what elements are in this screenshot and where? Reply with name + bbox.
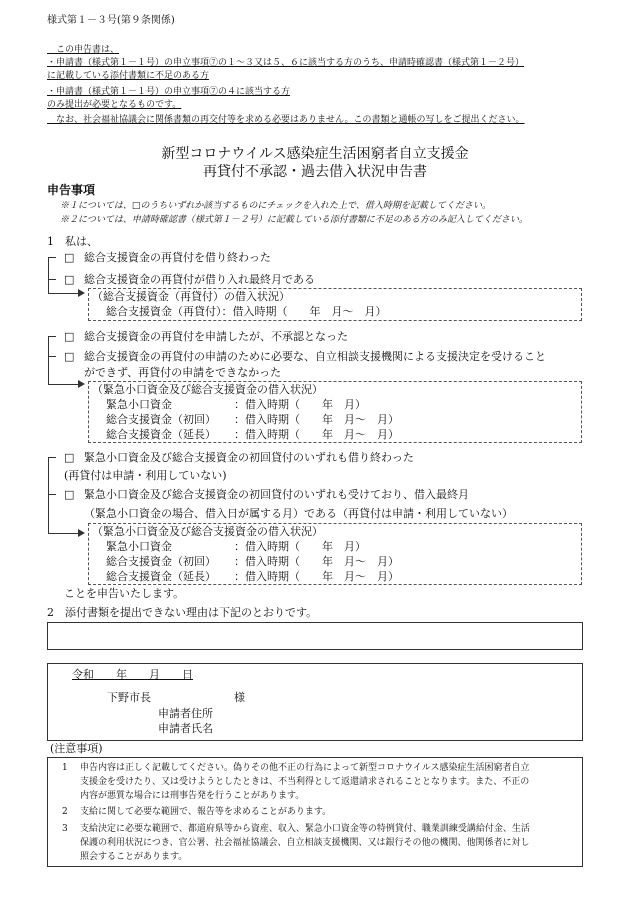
checkbox[interactable]: □ bbox=[64, 350, 75, 363]
option-text: 総合支援資金の再貸付を借り終わった bbox=[84, 251, 271, 264]
addressee: 下野市長 bbox=[107, 691, 151, 704]
loan-row-label: 緊急小口資金 bbox=[106, 398, 172, 411]
option-text: 総合支援資金の再貸付を申請したが、不承認となった bbox=[84, 330, 348, 343]
notice-line: なお、社会福祉協議会に関係書類の再交付等を求める必要はありません。この書類と通帳の写しをご提出ください。 bbox=[47, 115, 525, 125]
option-text: 緊急小口資金及び総合支援資金の初回貸付のいずれも借り終わった bbox=[84, 451, 414, 464]
box-title: （緊急小口資金及び総合支援資金の借入状況） bbox=[92, 525, 323, 538]
loan-row-label: 緊急小口資金 bbox=[106, 540, 172, 553]
loan-row-value: ：借入時期（ 年 月～ 月） bbox=[234, 555, 399, 568]
item-2-label: 2 添付書類を提出できない理由は下記のとおりです。 bbox=[47, 606, 318, 619]
page: 様式第１－３号(第９条関係) この申告書は、 ・申請書（様式第１－１号）の申立事項⑦の１～３又は５、６に該当する方のうち、申請時確認書（様式第１－２号） に記載している添付書類に不足のある方 ・申請書（様式第１－１号）の申立事項⑦の４に該当する方 のみ提出が必要となるものです。 なお、社会福祉協議会に関係書類の再交付等を求める必要はありません。この書類と通帳の写しをご提出ください。 新型コロナウイルス感染症生活困窮者自立支援金 再貸付不承認・過去借入状況申告書 申告事項 ※１については、□のうちいずれか該当するものにチェックを入れた上で、借入時期を記載してください。 ※２については、申請時確認書（様式第１－２号）に記載している添付書類に不足のある方のみ記入してください。 1 私は、 □ 総合支援資金の再貸付を借り終わった □ 総合支援資金の再貸付が借り入れ最終月である （総合支援資金（再貸付）の借入状況） 総合支援資金（再貸付）：借入時期（ 年 月～ 月） □ 総合支援資金の再貸付を申請したが、不承認となった □ 総合支援資金の再貸付の申請のために必要な、自立相談支援機関による支援決定を受けること ができず、再貸付の申請をできなかった （緊急小口資金及び総合支援資金の借入状況） 緊急小口資金 ：借入時期（ 年 月） 総合支援資金（初回） ：借入時期（ 年 月～ 月） 総合支援資金（延長） ：借入時期（ 年 月～ 月） □ 緊急小口資金及び総合支援資金の初回貸付のいずれも借り終わった (再貸付は申請・利用していない) □ 緊急小口資金及び総合支援資金の初回貸付のいずれも受けており、借入最終月 （緊急小口資金の場合、借入日が属する月）である（再貸付は申請・利用していない） （緊急小口資金及び総合支援資金の借入状況） 緊急小口資金 ：借入時期（ 年 月） 総合支援資金（初回） ：借入時期（ 年 月～ 月） 総合支援資金（延長） ：借入時期（ 年 月～ 月） ことを申告いたします。 2 添付書類を提出できない理由は下記のとおりです。 令和 年 月 日 下野市長 様 申請者住所 申請者氏名 (注意事項) 1 申告内容は正しく記載してください。偽りその他不正の行為によって新型コロナウイルス感染症生活困窮者自立 支援金を受けたり、又は受けようとしたときは、不当利得として返還請求されることとなります。また、不正の 内容が悪質な場合には刑事告発を行うことがあります。 2 支給に関して必要な範囲で、報告等を求めることがあります。 3 支給決定に必要な範囲で、都道府県等から資産、収入、緊急小口資金等の特例貸付、職業訓練受講給付金、生活 保護の利用状況につき、官公署、社会福祉協議会、自立相談支援機関、又は銀行その他の機関、他関係者に対し 照会することがあります。 bbox=[0, 0, 630, 903]
option-text: 緊急小口資金及び総合支援資金の初回貸付のいずれも受けており、借入最終月 bbox=[84, 488, 469, 501]
checkbox[interactable]: □ bbox=[64, 251, 75, 264]
arrow-icon bbox=[78, 289, 85, 297]
checkbox[interactable]: □ bbox=[64, 451, 75, 464]
notice-line: のみ提出が必要となるものです。 bbox=[47, 100, 182, 110]
section-heading: 申告事項 bbox=[47, 183, 96, 197]
title-line-1: 新型コロナウイルス感染症生活困窮者自立支援金 bbox=[161, 146, 469, 162]
address-label: 申請者住所 bbox=[158, 707, 213, 720]
loan-row-label: 総合支援資金（延長） bbox=[106, 570, 216, 583]
loan-row-label: 総合支援資金（延長） bbox=[106, 428, 216, 441]
item-1-label: 1 私は、 bbox=[47, 235, 98, 248]
checkbox[interactable]: □ bbox=[64, 330, 75, 343]
note-1: ※１については、□のうちいずれか該当するものにチェックを入れた上で、借入時期を記載してください。 bbox=[60, 201, 491, 211]
option-text: （緊急小口資金の場合、借入日が属する月）である（再貸付は申請・利用していない） bbox=[84, 507, 513, 520]
arrow-icon bbox=[78, 529, 85, 537]
loan-row-value: ：借入時期（ 年 月） bbox=[234, 398, 366, 411]
box-title: （緊急小口資金及び総合支援資金の借入状況） bbox=[92, 383, 323, 396]
checkbox[interactable]: □ bbox=[64, 488, 75, 501]
option-text: ができず、再貸付の申請をできなかった bbox=[84, 366, 282, 379]
notice-line: ・申請書（様式第１－１号）の申立事項⑦の１～３又は５、６に該当する方のうち、申請時確認書（様式第１－２号） bbox=[47, 58, 525, 68]
loan-row-value: ：借入時期（ 年 月～ 月） bbox=[234, 570, 399, 583]
notice-line: に記載している添付書類に不足のある方 bbox=[47, 71, 210, 81]
option-text: 総合支援資金の再貸付が借り入れ最終月である bbox=[84, 273, 315, 286]
checkbox[interactable]: □ bbox=[64, 273, 75, 286]
caution-heading: (注意事項) bbox=[50, 742, 103, 755]
declaration: ことを申告いたします。 bbox=[64, 587, 185, 600]
box-title: （総合支援資金（再貸付）の借入状況） bbox=[92, 290, 290, 303]
reason-field[interactable] bbox=[47, 622, 583, 650]
form-number: 様式第１－３号(第９条関係) bbox=[47, 15, 175, 26]
title-line-2: 再貸付不承認・過去借入状況申告書 bbox=[203, 164, 427, 180]
loan-row-value: ：借入時期（ 年 月～ 月） bbox=[234, 413, 399, 426]
date-field[interactable]: 令和 年 月 日 bbox=[72, 668, 193, 681]
loan-row: 総合支援資金（再貸付）：借入時期（ 年 月～ 月） bbox=[106, 305, 387, 318]
honorific: 様 bbox=[234, 691, 245, 704]
notice-line: この申告書は、 bbox=[47, 45, 120, 55]
notice-line: ・申請書（様式第１－１号）の申立事項⑦の４に該当する方 bbox=[47, 87, 291, 97]
name-label: 申請者氏名 bbox=[158, 722, 213, 735]
note-2: ※２については、申請時確認書（様式第１－２号）に記載している添付書類に不足のある方のみ記入してください。 bbox=[60, 215, 528, 225]
loan-row-value: ：借入時期（ 年 月） bbox=[234, 540, 366, 553]
arrow-icon bbox=[78, 380, 85, 388]
loan-row-label: 総合支援資金（初回） bbox=[106, 413, 216, 426]
option-text: (再貸付は申請・利用していない) bbox=[64, 469, 227, 482]
loan-row-value: ：借入時期（ 年 月～ 月） bbox=[234, 428, 399, 441]
option-text: 総合支援資金の再貸付の申請のために必要な、自立相談支援機関による支援決定を受けること bbox=[84, 350, 546, 363]
loan-row-label: 総合支援資金（初回） bbox=[106, 555, 216, 568]
